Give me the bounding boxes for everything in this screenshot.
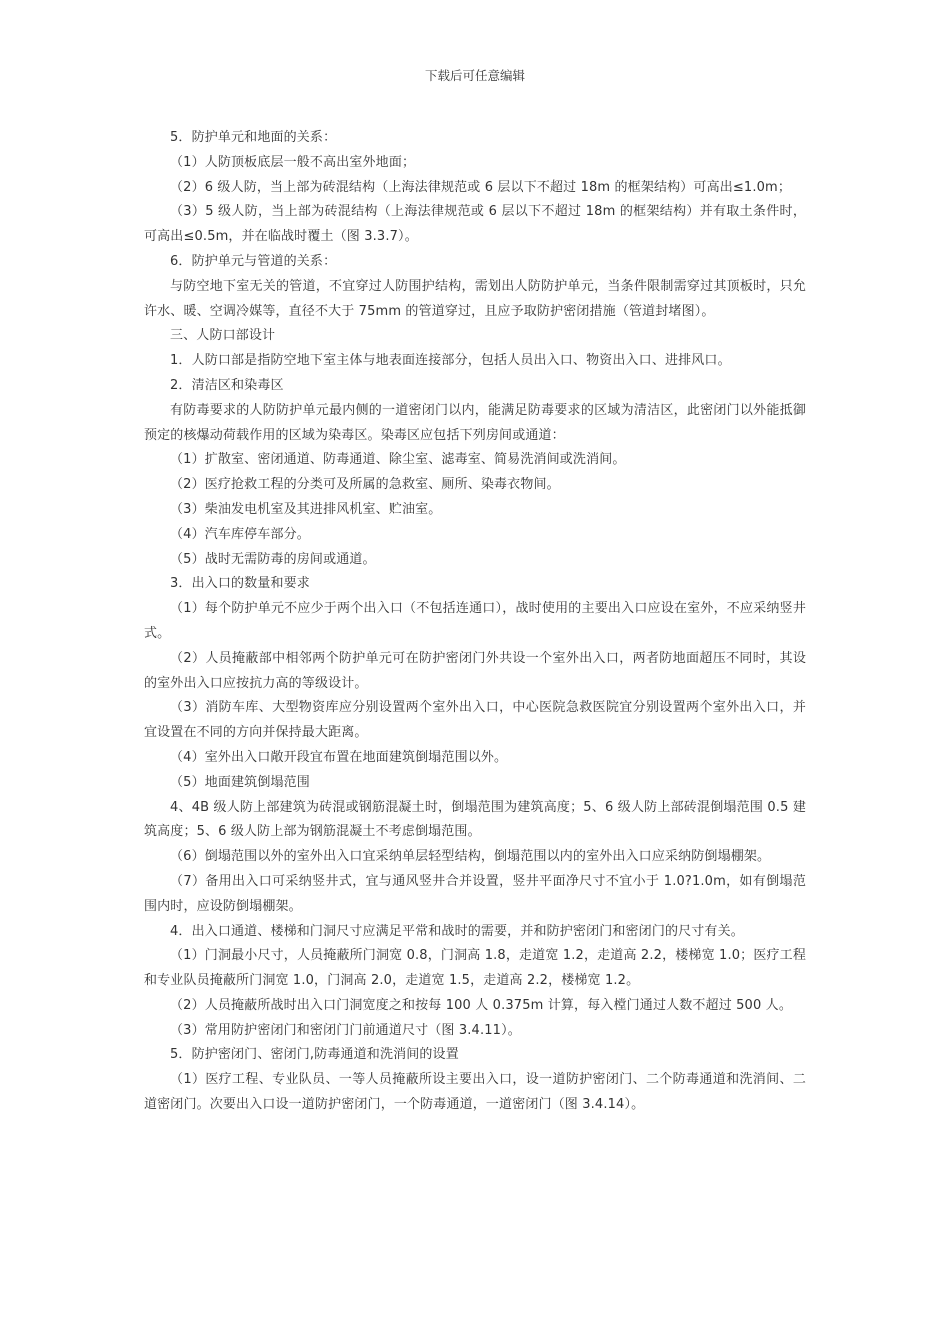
paragraph: （4）汽车库停车部分。 [170,526,310,542]
paragraph: （5）地面建筑倒塌范围 [170,774,310,790]
paragraph: （1）门洞最小尺寸，人员掩蔽所门洞宽 0.8，门洞高 1.8，走道宽 1.2，走道高 2.2，楼梯宽 1.0；医疗工程和专业队员掩蔽所门洞宽 1.0，门洞高 2.0，走道宽 1.5，走道高 2.2，楼梯宽 1.2。 [144,948,806,989]
paragraph: 5．防护密闭门、密闭门,防毒通道和洗消间的设置 [170,1047,459,1063]
paragraph: 1．人防口部是指防空地下室主体与地表面连接部分，包括人员出入口、物资出入口、进排风口。 [170,353,731,369]
paragraph: （2）人员掩蔽所战时出入口门洞宽度之和按每 100 人 0.375m 计算，每入樘门通过人数不超过 500 人。 [170,997,792,1013]
paragraph: （2）人员掩蔽部中相邻两个防护单元可在防护密闭门外共设一个室外出入口，两者防地面超压不同时，其设的室外出入口应按抗力高的等级设计。 [144,650,806,691]
paragraph: （5）战时无需防毒的房间或通道。 [170,551,376,567]
paragraph: （1）扩散室、密闭通道、防毒通道、除尘室、滤毒室、简易洗消间或洗消间。 [170,452,626,468]
section-heading: 三、人防口部设计 [170,328,276,344]
paragraph: 4．出入口通道、楼梯和门洞尺寸应满足平常和战时的需要，并和防护密闭门和密闭门的尺寸有关。 [170,923,744,939]
page-header: 下载后可任意编辑 [424,68,525,83]
paragraph: （4）室外出入口敞开段宜布置在地面建筑倒塌范围以外。 [170,749,508,765]
paragraph: （2）6 级人防，当上部为砖混结构（上海法律规范或 6 层以下不超过 18m 的框架结构）可高出≤1.0m； [170,179,792,195]
paragraph: （3）常用防护密闭门和密闭门门前通道尺寸（图 3.4.11）。 [170,1022,521,1038]
paragraph: 3．出入口的数量和要求 [170,576,310,592]
paragraph: 2．清洁区和染毒区 [170,377,284,393]
paragraph: （7）备用出入口可采纳竖井式，宜与通风竖井合并设置，竖井平面净尺寸不宜小于 1.0?1.0m，如有倒塌范围内时，应设防倒塌棚架。 [144,873,806,914]
paragraph: 6．防护单元与管道的关系： [170,253,337,269]
body-text [144,126,806,1118]
paragraph: （1）每个防护单元不应少于两个出入口（不包括连通口），战时使用的主要出入口应设在室外，不应采纳竖井式。 [144,601,806,641]
paragraph: 4、4B 级人防上部建筑为砖混或钢筋混凝土时，倒塌范围为建筑高度；5、6 级人防上部砖混倒塌范围 0.5 建筑高度；5、6 级人防上部为钢筋混凝土不考虑倒塌范围。 [144,799,806,840]
paragraph: 有防毒要求的人防防护单元最内侧的一道密闭门以内，能满足防毒要求的区域为清洁区，此密闭门以外能抵御预定的核爆动荷载作用的区域为染毒区。染毒区应包括下列房间或通道： [144,402,806,443]
paragraph: （1）人防顶板底层一般不高出室外地面； [170,154,416,170]
paragraph: （2）医疗抢救工程的分类可及所属的急救室、厕所、染毒衣物间。 [170,477,560,493]
paragraph: 与防空地下室无关的管道，不宜穿过人防围护结构，需划出人防防护单元，当条件限制需穿过其顶板时，只允许水、暖、空调冷媒等，直径不大于 75mm 的管道穿过，且应予取防护密闭措施（管道封堵图）。 [144,278,806,319]
paragraph: （3）消防车库、大型物资库应分别设置两个室外出入口，中心医院急救医院宜分别设置两个室外出入口，并宜设置在不同的方向并保持最大距离。 [144,700,806,741]
paragraph: （3）5 级人防，当上部为砖混结构（上海法律规范或 6 层以下不超过 18m 的框架结构）并有取土条件时，可高出≤0.5m，并在临战时覆土（图 3.3.7）。 [144,204,806,245]
paragraph: 5．防护单元和地面的关系： [170,130,337,145]
paragraph: （1）医疗工程、专业队员、一等人员掩蔽所设主要出入口，设一道防护密闭门、二个防毒通道和洗消间、二道密闭门。次要出入口设一道防护密闭门，一个防毒通道，一道密闭门（图 3.4.14）。 [144,1072,806,1113]
paragraph: （3）柴油发电机室及其进排风机室、贮油室。 [170,501,442,517]
paragraph: （6）倒塌范围以外的室外出入口宜采纳单层轻型结构，倒塌范围以内的室外出入口应采纳防倒塌棚架。 [170,849,771,865]
